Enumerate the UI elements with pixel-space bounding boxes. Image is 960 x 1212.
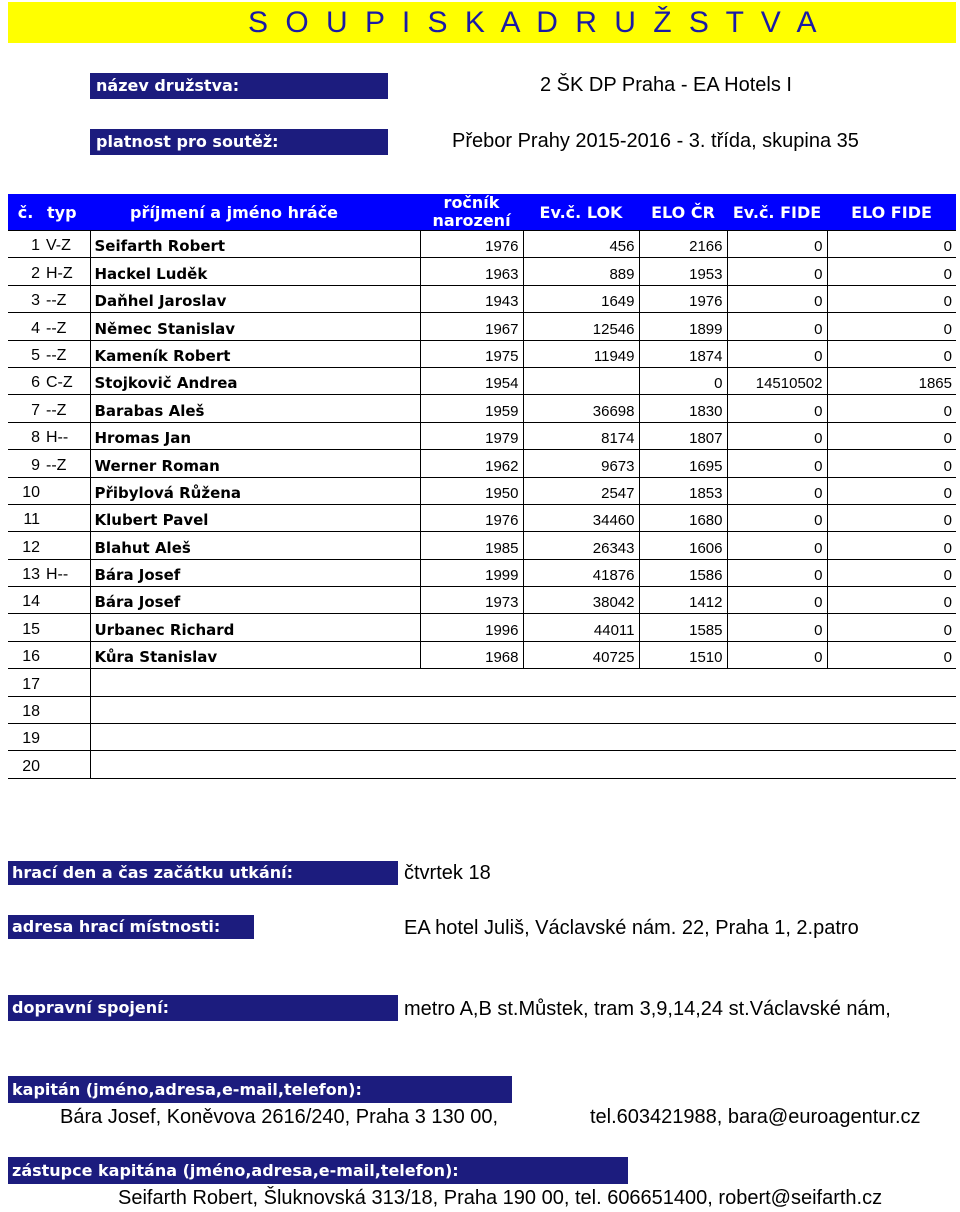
player-typ	[43, 532, 90, 559]
col-header-elo-fide: ELO FIDE	[827, 194, 956, 231]
col-header-no: č.	[8, 194, 43, 231]
player-elo-fide: 0	[827, 477, 956, 504]
team-name-label: název družstva:	[90, 73, 388, 99]
player-fide-id: 0	[727, 532, 827, 559]
player-fide-id: 0	[727, 313, 827, 340]
player-lok-id	[523, 669, 639, 696]
player-lok-id	[523, 696, 639, 723]
player-lok-id	[523, 751, 639, 778]
player-typ	[43, 641, 90, 668]
player-elo-fide: 0	[827, 395, 956, 422]
player-typ: H-Z	[46, 264, 73, 282]
player-name: Bára Josef	[90, 559, 420, 586]
player-elo-cr: 1606	[639, 532, 727, 559]
player-birth-year	[420, 724, 523, 751]
player-no: 11	[23, 511, 40, 529]
col-header-name: příjmení a jméno hráče	[90, 194, 420, 231]
player-fide-id: 0	[727, 504, 827, 531]
match-day-label: hrací den a čas začátku utkání:	[8, 861, 398, 885]
player-birth-year: 1976	[420, 504, 523, 531]
player-name	[90, 669, 420, 696]
player-no: 6	[31, 374, 40, 392]
player-birth-year	[420, 696, 523, 723]
player-elo-cr: 1807	[639, 422, 727, 449]
player-elo-cr: 1695	[639, 450, 727, 477]
player-lok-id: 44011	[523, 614, 639, 641]
player-name: Seifarth Robert	[90, 231, 420, 258]
player-typ	[43, 614, 90, 641]
player-name: Hackel Luděk	[90, 258, 420, 285]
player-elo-cr: 1680	[639, 504, 727, 531]
player-elo-fide	[827, 696, 956, 723]
player-lok-id: 8174	[523, 422, 639, 449]
player-birth-year: 1943	[420, 285, 523, 312]
player-lok-id: 2547	[523, 477, 639, 504]
player-lok-id: 26343	[523, 532, 639, 559]
player-fide-id: 0	[727, 340, 827, 367]
player-name	[90, 724, 420, 751]
player-no: 4	[31, 319, 40, 337]
player-name	[90, 751, 420, 778]
player-elo-fide	[827, 669, 956, 696]
table-row	[8, 751, 956, 778]
player-birth-year	[420, 751, 523, 778]
player-lok-id: 34460	[523, 504, 639, 531]
player-fide-id: 0	[727, 641, 827, 668]
player-lok-id: 889	[523, 258, 639, 285]
player-elo-fide	[827, 724, 956, 751]
competition-value: Přebor Prahy 2015-2016 - 3. třída, skupina 35	[452, 130, 859, 152]
player-elo-cr	[639, 669, 727, 696]
player-lok-id: 40725	[523, 641, 639, 668]
player-name: Přibylová Růžena	[90, 477, 420, 504]
player-birth-year: 1976	[420, 231, 523, 258]
player-typ: H--	[46, 566, 69, 584]
player-birth-year: 1950	[420, 477, 523, 504]
player-name: Kůra Stanislav	[90, 641, 420, 668]
col-header-typ: typ	[43, 194, 90, 231]
player-fide-id	[727, 724, 827, 751]
player-no: 9	[31, 456, 40, 474]
player-elo-fide: 0	[827, 422, 956, 449]
table-row	[8, 587, 956, 614]
player-roster-table	[8, 194, 956, 779]
roster-header-row	[8, 194, 956, 231]
player-name: Klubert Pavel	[90, 504, 420, 531]
player-birth-year: 1968	[420, 641, 523, 668]
col-header-elo-cr: ELO ČR	[639, 194, 727, 231]
player-birth-year: 1962	[420, 450, 523, 477]
player-birth-year: 1959	[420, 395, 523, 422]
table-row	[8, 724, 956, 751]
player-no: 15	[22, 620, 40, 638]
player-elo-cr: 1953	[639, 258, 727, 285]
player-name: Hromas Jan	[90, 422, 420, 449]
player-no: 1	[8, 231, 43, 258]
player-lok-id	[523, 724, 639, 751]
player-name: Bára Josef	[90, 587, 420, 614]
player-elo-cr: 1412	[639, 587, 727, 614]
player-lok-id: 38042	[523, 587, 639, 614]
player-elo-cr: 1976	[639, 285, 727, 312]
player-birth-year: 1985	[420, 532, 523, 559]
venue-value: EA hotel Juliš, Václavské nám. 22, Praha 1, 2.patro	[404, 917, 859, 939]
vice-captain-value: Seifarth Robert, Šluknovská 313/18, Praha 190 00, tel. 606651400, robert@seifarth.cz	[118, 1187, 883, 1209]
player-elo-cr: 1510	[639, 641, 727, 668]
player-name: Stojkovič Andrea	[90, 367, 420, 394]
player-typ: --Z	[46, 346, 67, 364]
table-row	[8, 422, 956, 449]
player-elo-cr: 1586	[639, 559, 727, 586]
player-fide-id	[727, 751, 827, 778]
player-lok-id	[523, 367, 639, 394]
player-typ: --Z	[46, 456, 67, 474]
match-day-value: čtvrtek 18	[404, 862, 491, 884]
player-elo-fide: 0	[827, 504, 956, 531]
player-fide-id: 0	[727, 285, 827, 312]
player-elo-fide: 0	[827, 313, 956, 340]
player-name: Urbanec Richard	[90, 614, 420, 641]
table-row	[8, 559, 956, 586]
player-elo-fide: 0	[827, 559, 956, 586]
captain-contact: tel.603421988, bara@euroagentur.cz	[590, 1106, 921, 1128]
player-no: 5	[31, 346, 40, 364]
captain-label: kapitán (jméno,adresa,e-mail,telefon):	[8, 1076, 512, 1103]
player-fide-id: 0	[727, 477, 827, 504]
player-lok-id: 41876	[523, 559, 639, 586]
player-no: 16	[22, 648, 40, 666]
player-fide-id: 14510502	[727, 367, 827, 394]
captain-address: Bára Josef, Koněvova 2616/240, Praha 3 130 00,	[60, 1106, 499, 1128]
player-elo-fide	[827, 751, 956, 778]
player-elo-cr: 1853	[639, 477, 727, 504]
player-birth-year: 1975	[420, 340, 523, 367]
player-lok-id: 11949	[523, 340, 639, 367]
table-row	[8, 614, 956, 641]
player-fide-id: 0	[727, 231, 827, 258]
player-elo-fide: 0	[827, 614, 956, 641]
player-lok-id: 9673	[523, 450, 639, 477]
player-elo-cr: 2166	[639, 231, 727, 258]
player-fide-id: 0	[727, 559, 827, 586]
player-fide-id	[727, 669, 827, 696]
player-elo-fide: 0	[827, 587, 956, 614]
vice-captain-label: zástupce kapitána (jméno,adresa,e-mail,telefon):	[8, 1157, 628, 1184]
competition-label: platnost pro soutěž:	[90, 129, 388, 155]
player-no: 17	[22, 675, 40, 693]
player-elo-cr: 0	[639, 367, 727, 394]
player-elo-fide: 0	[827, 258, 956, 285]
table-row	[8, 477, 956, 504]
player-name: Němec Stanislav	[90, 313, 420, 340]
player-no: 13	[22, 566, 40, 584]
player-birth-year: 1979	[420, 422, 523, 449]
player-elo-fide: 0	[827, 532, 956, 559]
player-elo-cr	[639, 724, 727, 751]
player-typ	[43, 504, 90, 531]
player-elo-cr	[639, 751, 727, 778]
player-no: 2	[31, 264, 40, 282]
player-no: 3	[31, 292, 40, 310]
transport-label: dopravní spojení:	[8, 995, 398, 1021]
player-birth-year: 1996	[420, 614, 523, 641]
player-lok-id: 456	[523, 231, 639, 258]
player-no: 8	[31, 429, 40, 447]
col-header-year	[420, 194, 523, 231]
player-no: 10	[22, 483, 40, 501]
table-row	[8, 532, 956, 559]
table-row	[8, 696, 956, 723]
player-elo-fide: 1865	[827, 367, 956, 394]
player-fide-id: 0	[727, 258, 827, 285]
player-no: 18	[22, 703, 40, 721]
player-no: 7	[31, 401, 40, 419]
player-lok-id: 12546	[523, 313, 639, 340]
player-name: Barabas Aleš	[90, 395, 420, 422]
player-elo-fide: 0	[827, 285, 956, 312]
player-typ	[43, 587, 90, 614]
player-elo-cr	[639, 696, 727, 723]
table-row	[8, 641, 956, 668]
table-row	[8, 395, 956, 422]
player-name: Daňhel Jaroslav	[90, 285, 420, 312]
player-typ	[43, 724, 90, 751]
player-typ: --Z	[46, 401, 67, 419]
table-row	[8, 504, 956, 531]
player-name: Kameník Robert	[90, 340, 420, 367]
player-typ	[43, 477, 90, 504]
player-fide-id	[727, 696, 827, 723]
player-lok-id: 1649	[523, 285, 639, 312]
player-elo-cr: 1899	[639, 313, 727, 340]
player-typ: V-Z	[43, 231, 90, 258]
player-typ	[43, 696, 90, 723]
player-elo-fide: 0	[827, 450, 956, 477]
player-typ: --Z	[46, 292, 67, 310]
table-row	[8, 367, 956, 394]
col-header-year-bottom: narození	[432, 211, 511, 230]
player-typ: H--	[46, 429, 69, 447]
col-header-lok-id: Ev.č. LOK	[523, 194, 639, 231]
page-title: S O U P I S K A D R U Ž S T V A	[8, 2, 956, 43]
table-row	[8, 669, 956, 696]
player-name: Blahut Aleš	[90, 532, 420, 559]
player-fide-id: 0	[727, 450, 827, 477]
table-row	[8, 258, 956, 285]
player-birth-year: 1999	[420, 559, 523, 586]
player-no: 19	[22, 730, 40, 748]
table-row	[8, 231, 956, 258]
venue-label: adresa hrací místnosti:	[8, 915, 254, 939]
player-no: 12	[22, 538, 40, 556]
player-elo-cr: 1830	[639, 395, 727, 422]
player-fide-id: 0	[727, 614, 827, 641]
player-fide-id: 0	[727, 395, 827, 422]
player-birth-year	[420, 669, 523, 696]
player-name: Werner Roman	[90, 450, 420, 477]
player-elo-cr: 1585	[639, 614, 727, 641]
player-no: 20	[22, 757, 40, 775]
col-header-fide-id: Ev.č. FIDE	[727, 194, 827, 231]
player-typ: C-Z	[46, 374, 73, 392]
table-row	[8, 450, 956, 477]
player-typ: --Z	[46, 319, 67, 337]
table-row	[8, 340, 956, 367]
player-fide-id: 0	[727, 422, 827, 449]
player-elo-fide: 0	[827, 231, 956, 258]
player-elo-fide: 0	[827, 340, 956, 367]
player-name	[90, 696, 420, 723]
player-birth-year: 1973	[420, 587, 523, 614]
transport-value: metro A,B st.Můstek, tram 3,9,14,24 st.Václavské nám,	[404, 998, 891, 1020]
player-typ	[43, 669, 90, 696]
team-name-value: 2 ŠK DP Praha - EA Hotels I	[540, 74, 792, 96]
table-row	[8, 285, 956, 312]
player-elo-cr: 1874	[639, 340, 727, 367]
player-fide-id: 0	[727, 587, 827, 614]
player-birth-year: 1954	[420, 367, 523, 394]
player-birth-year: 1963	[420, 258, 523, 285]
player-elo-fide: 0	[827, 641, 956, 668]
col-header-year-top: ročník	[443, 193, 500, 212]
table-row	[8, 313, 956, 340]
player-no: 14	[22, 593, 40, 611]
player-lok-id: 36698	[523, 395, 639, 422]
player-birth-year: 1967	[420, 313, 523, 340]
player-typ	[43, 751, 90, 778]
